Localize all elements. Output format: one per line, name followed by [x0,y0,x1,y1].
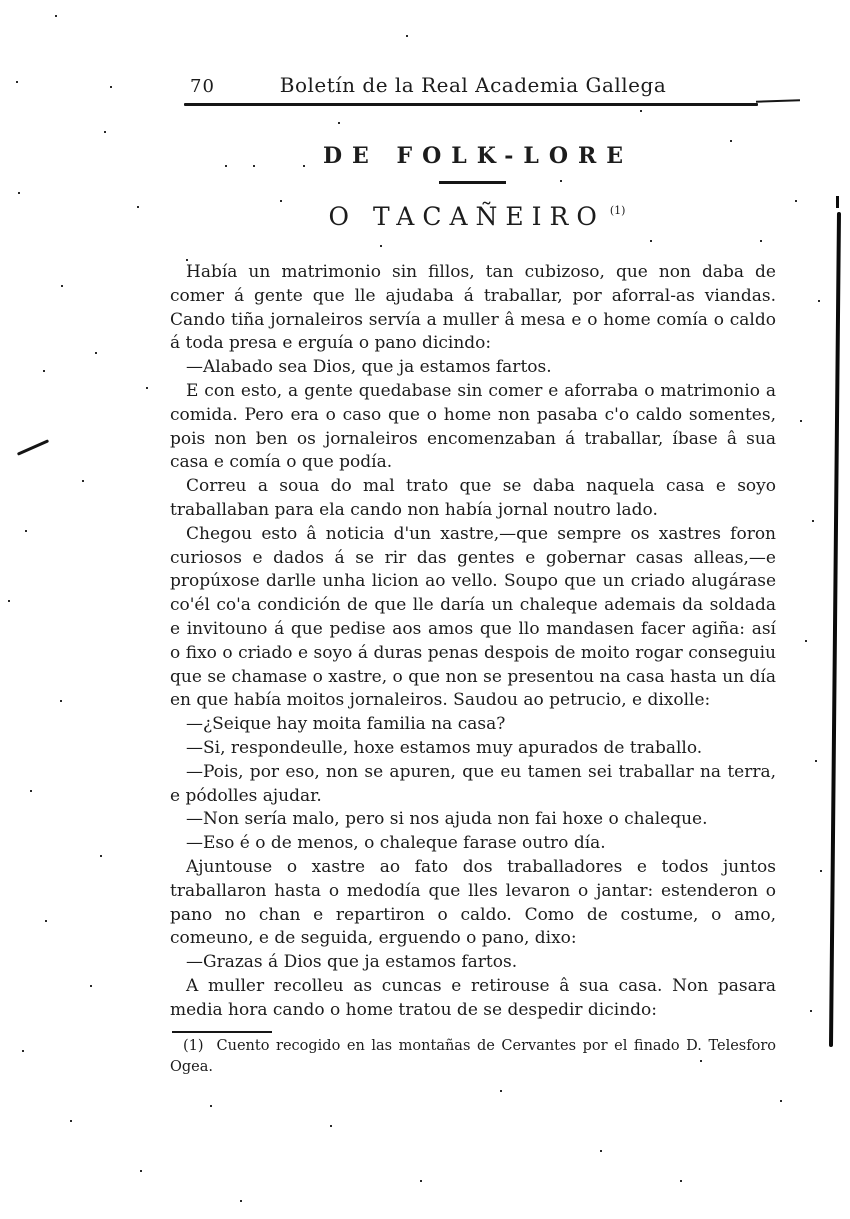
paragraph: Ajuntouse o xastre ao fato dos traballadores e todos juntos traballaron hasta o medodía que lles levaron o jantar: estenderon o pano no chan e repartiron o caldo. Como de costume, o amo, comeuno, e de seguida, erguendo o pano, dixo: [170,856,776,949]
paragraph: Correu a soua do mal trato que se daba naquela casa e soyo traballaban para ela cando non había jornal noutro lado. [170,476,776,520]
page-number: 70 [190,76,215,97]
footnote-text-line [170,1036,776,1078]
footnote [170,1036,776,1078]
margin-pen-mark [17,439,49,456]
paragraph: E con esto, a gente quedabase sin comer e aforraba o matrimonio a comida. Pero era o caso que o home non pasaba c'o caldo somentes, pois non ben os jornaleiros encomenzaban á traballar, íbase â sua casa e comía o que podía. [170,380,776,473]
section-title-underline [439,181,506,184]
header-rule-tail [756,99,800,103]
footnote-marker: (1) [183,1038,204,1054]
paragraph: Chegou esto â noticia d'un xastre,—que sempre os xastres foron curiosos e dados á se rir das gentes e gobernar casas alleas,—e propúxose darlle unha licion ao vello. Soupo que un criado alugárase co'él co'a condición de que lle daría un chaleque ademais da soldada e invitouno á que pedise aos amos que llo mandasen facer agiña: así o fixo o criado e soyo á duras penas despois de moito rogar conseguiu que se chamase o xastre, o que non se presentou na casa hasta un día en que había moitos jornaleiros. Saudou ao petrucio, e dixolle: [170,523,776,711]
footnote-rule [172,1031,272,1033]
scan-noise-speckles [0,0,2,2]
paragraph: —Alabado sea Dios, que ja estamos fartos. [186,357,552,378]
paragraph: —Si, respondeulle, hoxe estamos muy apurados de traballo. [186,737,703,758]
paragraph: A muller recolleu as cuncas e retirouse â sua casa. Non pasara media hora cando o home tratou de se despedir dicindo: [170,975,776,1020]
scan-edge-line [829,212,841,1047]
body-text [170,261,776,1023]
footnote-text: Cuento recogido en las montañas de Cervantes por el finado D. Telesforo Ogea. [170,1038,776,1075]
story-title [170,202,776,231]
paragraph: —Eso é o de menos, o chaleque farase outro día. [186,833,606,854]
paragraph: —¿Seique hay moita familia na casa? [186,714,506,735]
header-title: Boletín de la Real Academia Gallega [279,73,667,97]
section-title: DE FOLK-LORE [322,143,634,169]
header-rule [184,103,758,106]
scan-edge-line-dash [836,196,839,208]
paragraph: —Grazas á Dios que ja estamos fartos. [186,952,518,973]
story-title-text: O TACAÑEIRO [328,202,605,231]
paragraph: —Pois, por eso, non se apuren, que eu tamen sei traballar na terra, e pódolles ajudar. [170,761,776,806]
paragraph: Había un matrimonio sin fillos, tan cubizoso, que non daba de comer á gente que lle ajudaba á traballar, por aforral-as viandas. Cando tiña jornaleiros servía a muller â mesa e o home comía o caldo á toda presa e erguía o pano dicindo: [170,262,776,354]
paragraph: —Non sería malo, pero si nos ajuda non fai hoxe o chaleque. [186,809,708,830]
footnote-reference: (1) [609,204,626,217]
